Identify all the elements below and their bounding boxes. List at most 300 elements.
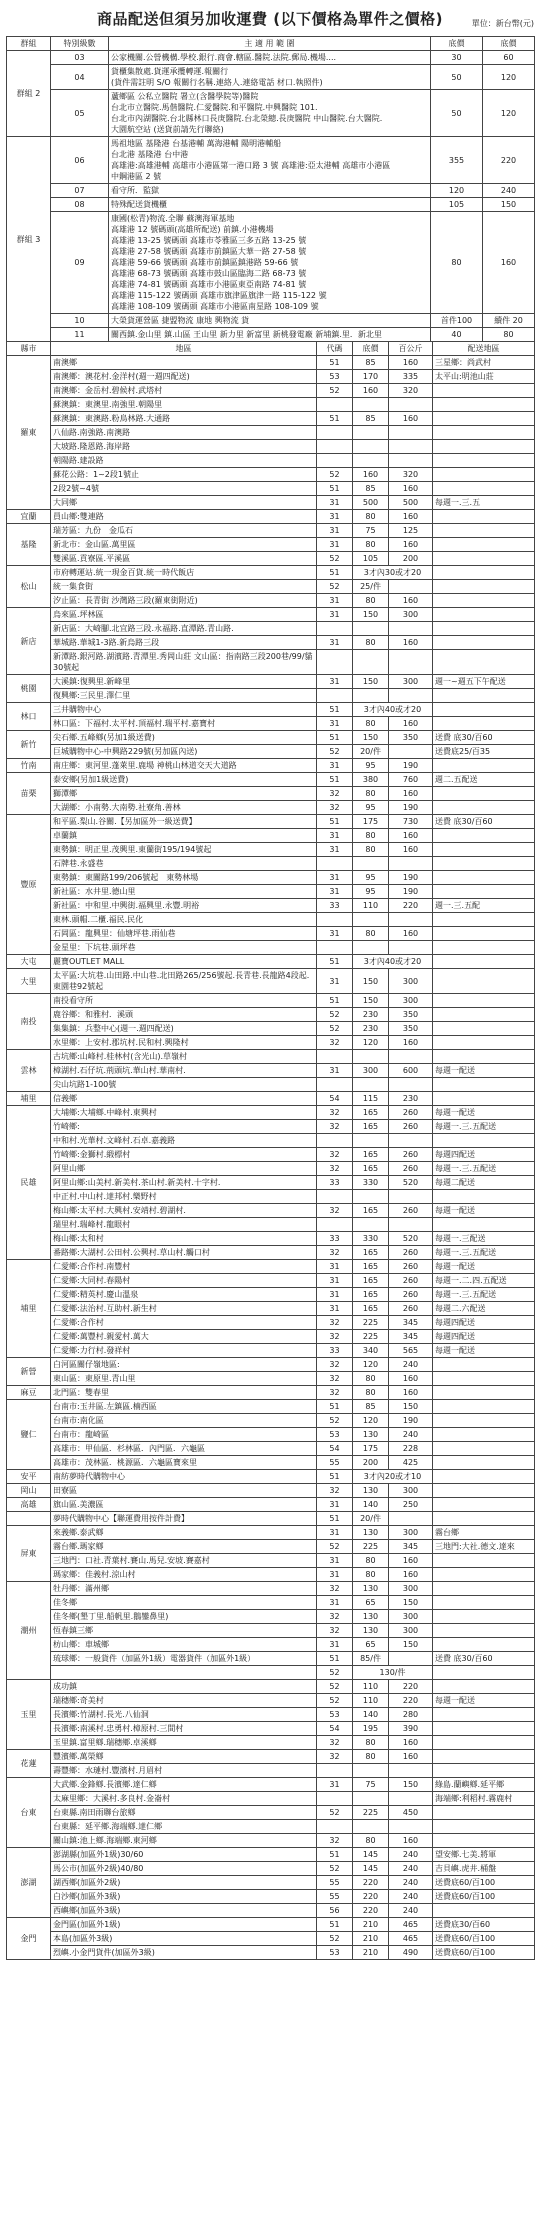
price-cell: 95 bbox=[353, 759, 389, 773]
delivery-note-cell: 每週一.二.四.五配送 bbox=[433, 1274, 535, 1288]
region-row bbox=[7, 622, 535, 636]
area-cell: 白沙鄉(加區外3級) bbox=[51, 1890, 317, 1904]
delivery-note-cell: 每週一配送 bbox=[433, 1344, 535, 1358]
city-cell: 花蓮 bbox=[7, 1750, 51, 1778]
code-cell: 32 bbox=[317, 1106, 353, 1120]
region-row bbox=[7, 1050, 535, 1064]
delivery-note-cell bbox=[433, 552, 535, 566]
price-cell: 175 bbox=[353, 1442, 389, 1456]
level-cell: 03 bbox=[51, 51, 109, 65]
per-100kg-cell: 320 bbox=[389, 384, 433, 398]
area-cell: 田寮區 bbox=[51, 1484, 317, 1498]
delivery-note-cell bbox=[433, 510, 535, 524]
per-100kg-cell bbox=[389, 1512, 433, 1526]
price-cell: 80 bbox=[353, 510, 389, 524]
area-cell: 石岡區：龍興里：仙塘坪巷.雨仙巷 bbox=[51, 927, 317, 941]
delivery-note-cell bbox=[433, 1400, 535, 1414]
region-row bbox=[7, 759, 535, 773]
city-cell: 大屯 bbox=[7, 955, 51, 969]
area-cell: 尖山坑路1-100號 bbox=[51, 1078, 317, 1092]
price-cell: 130 bbox=[353, 1624, 389, 1638]
price-cell: 225 bbox=[353, 1806, 389, 1820]
per-100kg-cell: 250 bbox=[389, 1498, 433, 1512]
base-price-cell: 續件 20 bbox=[483, 314, 535, 328]
region-row bbox=[7, 1666, 535, 1680]
price-cell: 20/件 bbox=[353, 745, 389, 759]
area-cell: 新社區：水井里.德山里 bbox=[51, 885, 317, 899]
code-cell: 52 bbox=[317, 1932, 353, 1946]
code-cell bbox=[317, 1820, 353, 1834]
price-cell: 120 bbox=[353, 1036, 389, 1050]
scope-cell bbox=[109, 328, 431, 342]
scope-line: 特殊配送貨機櫃 bbox=[111, 200, 167, 209]
price-cell: 380 bbox=[353, 773, 389, 787]
scope-cell bbox=[109, 184, 431, 198]
price-cell: 225 bbox=[353, 1316, 389, 1330]
city-cell: 新營 bbox=[7, 1358, 51, 1386]
city-cell: 宜蘭 bbox=[7, 510, 51, 524]
code-cell bbox=[317, 622, 353, 636]
region-row bbox=[7, 636, 535, 650]
scope-line: 台北港 基隆港 台中港 bbox=[111, 150, 189, 159]
region-row bbox=[7, 1386, 535, 1400]
delivery-note-cell: 海端鄉:利稻村.霧鹿村 bbox=[433, 1792, 535, 1806]
code-cell: 54 bbox=[317, 1092, 353, 1106]
city-cell bbox=[7, 1512, 51, 1526]
price-cell: 120 bbox=[353, 1414, 389, 1428]
per-100kg-cell: 160 bbox=[389, 787, 433, 801]
area-cell: 高雄市：茂林區．桃源區．六龜區寶來里 bbox=[51, 1456, 317, 1470]
code-cell: 31 bbox=[317, 1638, 353, 1652]
price-cell bbox=[353, 440, 389, 454]
level-cell: 09 bbox=[51, 212, 109, 314]
code-cell: 53 bbox=[317, 1708, 353, 1722]
area-cell: 仁愛鄉:精英村.慶山溫泉 bbox=[51, 1288, 317, 1302]
price-cell: 145 bbox=[353, 1848, 389, 1862]
surcharge-row bbox=[7, 314, 535, 328]
region-header-row bbox=[7, 342, 535, 356]
area-cell: 蘇花公路：1~2段1號止 bbox=[51, 468, 317, 482]
region-row bbox=[7, 1568, 535, 1582]
delivery-note-cell bbox=[433, 384, 535, 398]
per-100kg-cell: 260 bbox=[389, 1106, 433, 1120]
region-row bbox=[7, 1582, 535, 1596]
col-header: 特別級數 bbox=[51, 37, 109, 51]
region-row bbox=[7, 482, 535, 496]
price-cell: 165 bbox=[353, 1106, 389, 1120]
price-cell: 230 bbox=[353, 1008, 389, 1022]
region-row bbox=[7, 1190, 535, 1204]
per-100kg-cell: 160 bbox=[389, 356, 433, 370]
region-row bbox=[7, 1946, 535, 1960]
price-cell: 150 bbox=[353, 994, 389, 1008]
delivery-note-cell bbox=[433, 1036, 535, 1050]
price-cell: 110 bbox=[353, 1680, 389, 1694]
region-row bbox=[7, 1274, 535, 1288]
price-cell: 3才內40或才20 bbox=[353, 955, 433, 969]
region-row bbox=[7, 1652, 535, 1666]
region-row bbox=[7, 1554, 535, 1568]
area-cell: 尖石鄉.五峰鄉(另加1級送費) bbox=[51, 731, 317, 745]
region-row bbox=[7, 1260, 535, 1274]
region-row bbox=[7, 1330, 535, 1344]
price-cell: 85 bbox=[353, 412, 389, 426]
per-100kg-cell: 300 bbox=[389, 994, 433, 1008]
region-row bbox=[7, 829, 535, 843]
code-cell: 52 bbox=[317, 1806, 353, 1820]
region-row bbox=[7, 1442, 535, 1456]
area-cell: 太麻里鄉：大溪村.多良村.金崙村 bbox=[51, 1792, 317, 1806]
per-100kg-cell bbox=[389, 1792, 433, 1806]
scope-line: 高雄港 27-58 號碼頭 高雄市前鎮區大華一路 27-58 號 bbox=[111, 247, 307, 256]
code-cell: 31 bbox=[317, 1274, 353, 1288]
code-cell: 52 bbox=[317, 1540, 353, 1554]
base-price-cell: 50 bbox=[431, 90, 483, 137]
region-row bbox=[7, 1876, 535, 1890]
delivery-note-cell bbox=[433, 440, 535, 454]
area-cell: 蘇澳鎮：東澳路.粉鳥林路.大通路 bbox=[51, 412, 317, 426]
per-100kg-cell: 240 bbox=[389, 1862, 433, 1876]
code-cell: 32 bbox=[317, 1358, 353, 1372]
code-cell: 53 bbox=[317, 370, 353, 384]
area-cell: 烈嶼.小金門貨件(加區外3級) bbox=[51, 1946, 317, 1960]
city-cell: 松山 bbox=[7, 566, 51, 608]
region-row bbox=[7, 594, 535, 608]
area-cell: 卓蘭鎮 bbox=[51, 829, 317, 843]
price-cell: 300 bbox=[353, 1064, 389, 1078]
area-cell: 霧台鄉.瑪家鄉 bbox=[51, 1540, 317, 1554]
per-100kg-cell: 350 bbox=[389, 1022, 433, 1036]
base-price-cell: 40 bbox=[431, 328, 483, 342]
code-cell bbox=[317, 440, 353, 454]
delivery-note-cell: 太平山:明池山莊 bbox=[433, 370, 535, 384]
delivery-note-cell: 送費 底30/百60 bbox=[433, 815, 535, 829]
scope-cell bbox=[109, 212, 431, 314]
price-cell: 80 bbox=[353, 538, 389, 552]
code-cell: 31 bbox=[317, 927, 353, 941]
price-cell: 220 bbox=[353, 1890, 389, 1904]
per-100kg-cell: 300 bbox=[389, 608, 433, 622]
col-header: 地區 bbox=[51, 342, 317, 356]
city-cell: 埔里 bbox=[7, 1260, 51, 1358]
per-100kg-cell: 160 bbox=[389, 1372, 433, 1386]
region-row bbox=[7, 566, 535, 580]
per-100kg-cell: 260 bbox=[389, 1162, 433, 1176]
region-row bbox=[7, 1722, 535, 1736]
delivery-note-cell bbox=[433, 1386, 535, 1400]
region-row bbox=[7, 689, 535, 703]
area-cell: 琉球鄉：一般貨件（加區外1級）電器貨件（加區外1級） bbox=[51, 1652, 317, 1666]
area-cell: 仁愛鄉:合作村.南豐村 bbox=[51, 1260, 317, 1274]
code-cell: 51 bbox=[317, 566, 353, 580]
per-100kg-cell bbox=[389, 426, 433, 440]
price-cell: 200 bbox=[353, 1456, 389, 1470]
region-row bbox=[7, 1610, 535, 1624]
delivery-note-cell bbox=[433, 1442, 535, 1456]
code-cell: 51 bbox=[317, 955, 353, 969]
surcharge-table bbox=[6, 36, 535, 342]
code-cell: 31 bbox=[317, 1526, 353, 1540]
col-header: 配送地區 bbox=[433, 342, 535, 356]
code-cell: 32 bbox=[317, 1148, 353, 1162]
region-row bbox=[7, 1736, 535, 1750]
region-row bbox=[7, 1218, 535, 1232]
area-cell: 佳冬鄉(墾丁里.船帆里.鵝鑾鼻里) bbox=[51, 1610, 317, 1624]
region-row bbox=[7, 1036, 535, 1050]
code-cell: 52 bbox=[317, 580, 353, 594]
area-cell: 泰安鄉(另加1級送費) bbox=[51, 773, 317, 787]
area-cell: 北門區：雙春里 bbox=[51, 1386, 317, 1400]
price-cell bbox=[353, 650, 389, 675]
region-row bbox=[7, 773, 535, 787]
price-cell: 80 bbox=[353, 717, 389, 731]
delivery-note-cell bbox=[433, 1820, 535, 1834]
delivery-note-cell bbox=[433, 857, 535, 871]
base-price-cell: 120 bbox=[483, 90, 535, 137]
delivery-note-cell: 送費底60/百100 bbox=[433, 1932, 535, 1946]
per-100kg-cell: 160 bbox=[389, 843, 433, 857]
scope-line: 大園航空站 (送貨前請先行聯絡) bbox=[111, 125, 224, 134]
area-cell: 新社區：中和里.中興街.福興里.永豐.明裕 bbox=[51, 899, 317, 913]
per-100kg-cell: 260 bbox=[389, 1246, 433, 1260]
level-cell: 07 bbox=[51, 184, 109, 198]
delivery-note-cell bbox=[433, 482, 535, 496]
area-cell: 金星里：下坑巷.頭坪巷 bbox=[51, 941, 317, 955]
area-cell: 馬公市(加區外2級)40/80 bbox=[51, 1862, 317, 1876]
area-cell: 台南市：龍崎區 bbox=[51, 1428, 317, 1442]
code-cell: 31 bbox=[317, 871, 353, 885]
header bbox=[0, 2, 540, 36]
per-100kg-cell bbox=[389, 580, 433, 594]
base-price-cell: 220 bbox=[483, 137, 535, 184]
per-100kg-cell: 260 bbox=[389, 1120, 433, 1134]
delivery-note-cell: 送費底30/百60 bbox=[433, 1918, 535, 1932]
per-100kg-cell: 500 bbox=[389, 496, 433, 510]
col-header: 底價 bbox=[483, 37, 535, 51]
area-cell: 高雄市：甲仙區．杉林區．內門區．六龜區 bbox=[51, 1442, 317, 1456]
price-cell: 210 bbox=[353, 1918, 389, 1932]
area-cell: 南澳鄉：澳花村.金洋村(週一週四配送) bbox=[51, 370, 317, 384]
code-cell: 53 bbox=[317, 1946, 353, 1960]
price-cell: 220 bbox=[353, 1904, 389, 1918]
price-cell bbox=[353, 454, 389, 468]
code-cell: 31 bbox=[317, 675, 353, 689]
area-cell: 八仙路.南強路.南澳路 bbox=[51, 426, 317, 440]
code-cell: 56 bbox=[317, 1904, 353, 1918]
delivery-note-cell bbox=[433, 1554, 535, 1568]
region-row bbox=[7, 1148, 535, 1162]
scope-cell bbox=[109, 90, 431, 137]
level-cell: 05 bbox=[51, 90, 109, 137]
area-cell: 統一集食街 bbox=[51, 580, 317, 594]
per-100kg-cell bbox=[389, 941, 433, 955]
scope-line: 高雄港 115-122 號碼頭 高雄市旗津區旗津一路 115-122 號 bbox=[111, 291, 327, 300]
delivery-note-cell: 每週二.六配送 bbox=[433, 1302, 535, 1316]
region-row bbox=[7, 1316, 535, 1330]
region-row bbox=[7, 941, 535, 955]
delivery-note-cell bbox=[433, 1428, 535, 1442]
delivery-note-cell: 每週一配送 bbox=[433, 1204, 535, 1218]
code-cell: 51 bbox=[317, 994, 353, 1008]
page-title: 商品配送但須另加收運費 (以下價格為單件之價格) bbox=[97, 10, 443, 28]
delivery-note-cell bbox=[433, 1050, 535, 1064]
code-cell: 51 bbox=[317, 1918, 353, 1932]
price-cell: 80 bbox=[353, 1372, 389, 1386]
region-row bbox=[7, 1064, 535, 1078]
region-row bbox=[7, 1428, 535, 1442]
area-cell: 本島(加區外3級) bbox=[51, 1932, 317, 1946]
price-cell: 25/件 bbox=[353, 580, 389, 594]
region-row bbox=[7, 1456, 535, 1470]
area-cell: 新潭路.銀河路.湖濱路.青潭里.秀岡山莊 文山區：指南路三段200巷/99/貓30號起 bbox=[51, 650, 317, 675]
code-cell: 31 bbox=[317, 608, 353, 622]
area-cell: 新店區：大崎腳.北宜路三段.永福路.直潭路.青山路. bbox=[51, 622, 317, 636]
area-cell: 南庄鄉：東河里.蓬萊里.鹿場 神桃山林道交天大道路 bbox=[51, 759, 317, 773]
delivery-note-cell bbox=[433, 885, 535, 899]
price-cell: 120 bbox=[353, 1358, 389, 1372]
price-cell: 65 bbox=[353, 1596, 389, 1610]
code-cell: 52 bbox=[317, 1022, 353, 1036]
price-cell: 20/件 bbox=[353, 1512, 389, 1526]
price-cell: 80 bbox=[353, 636, 389, 650]
delivery-note-cell bbox=[433, 538, 535, 552]
delivery-note-cell: 每週一配送 bbox=[433, 1106, 535, 1120]
price-cell: 80 bbox=[353, 1750, 389, 1764]
region-row bbox=[7, 994, 535, 1008]
code-cell: 52 bbox=[317, 468, 353, 482]
code-cell: 51 bbox=[317, 1470, 353, 1484]
per-100kg-cell: 345 bbox=[389, 1316, 433, 1330]
price-cell bbox=[353, 1190, 389, 1204]
delivery-note-cell bbox=[433, 801, 535, 815]
delivery-note-cell: 送費底25/百35 bbox=[433, 745, 535, 759]
base-price-cell: 120 bbox=[431, 184, 483, 198]
price-cell bbox=[353, 857, 389, 871]
area-cell: 新北市：金山區.萬里區 bbox=[51, 538, 317, 552]
area-cell: 仁愛鄉:法治村.互助村.新生村 bbox=[51, 1302, 317, 1316]
delivery-note-cell bbox=[433, 398, 535, 412]
price-cell: 130 bbox=[353, 1582, 389, 1596]
price-cell: 210 bbox=[353, 1946, 389, 1960]
region-row bbox=[7, 1512, 535, 1526]
code-cell: 31 bbox=[317, 524, 353, 538]
base-price-cell: 80 bbox=[431, 212, 483, 314]
area-cell: 中正村.中山村.達邦村.樂野村 bbox=[51, 1190, 317, 1204]
city-cell: 鹽仁 bbox=[7, 1400, 51, 1470]
code-cell: 52 bbox=[317, 745, 353, 759]
scope-line: 高雄港 59-66 號碼頭 高雄市前鎮區鎮港路 59-66 號 bbox=[111, 258, 299, 267]
price-cell: 150 bbox=[353, 969, 389, 994]
price-cell: 3才內20或才10 bbox=[353, 1470, 433, 1484]
price-cell: 140 bbox=[353, 1498, 389, 1512]
price-cell: 225 bbox=[353, 1330, 389, 1344]
surcharge-row bbox=[7, 212, 535, 314]
price-cell: 80 bbox=[353, 1834, 389, 1848]
delivery-note-cell bbox=[433, 1218, 535, 1232]
scope-line: 中鋼港區 2 號 bbox=[111, 172, 162, 181]
area-cell: 仁愛鄉:合作村 bbox=[51, 1316, 317, 1330]
delivery-note-cell bbox=[433, 969, 535, 994]
region-row bbox=[7, 524, 535, 538]
col-header: 底價 bbox=[353, 342, 389, 356]
price-cell: 115 bbox=[353, 1092, 389, 1106]
region-row bbox=[7, 580, 535, 594]
base-price-cell: 240 bbox=[483, 184, 535, 198]
price-cell: 3才內30或才20 bbox=[353, 566, 433, 580]
code-cell: 52 bbox=[317, 1414, 353, 1428]
per-100kg-cell: 240 bbox=[389, 1890, 433, 1904]
per-100kg-cell: 160 bbox=[389, 1386, 433, 1400]
delivery-note-cell bbox=[433, 703, 535, 717]
region-row bbox=[7, 955, 535, 969]
area-cell: 仁愛鄉:大同村.春陽村 bbox=[51, 1274, 317, 1288]
scope-line: 台北市立醫院.馬偕醫院.仁愛醫院.和平醫院.中興醫院 101. bbox=[111, 103, 318, 112]
delivery-note-cell: 三星鄉：尚武村 bbox=[433, 356, 535, 370]
col-header: 群組 bbox=[7, 37, 51, 51]
price-cell: 165 bbox=[353, 1204, 389, 1218]
area-cell: 南紡夢時代購物中心 bbox=[51, 1470, 317, 1484]
per-100kg-cell: 730 bbox=[389, 815, 433, 829]
region-row bbox=[7, 426, 535, 440]
delivery-note-cell bbox=[433, 1708, 535, 1722]
scope-line: 公家機關.公營機構.學校.銀行.商會.轄區.醫院.法院.郵局.機場.... bbox=[111, 53, 337, 62]
region-row bbox=[7, 496, 535, 510]
price-cell bbox=[353, 1764, 389, 1778]
area-cell: 豐濱鄉.萬榮鄉 bbox=[51, 1750, 317, 1764]
delivery-note-cell bbox=[433, 955, 535, 969]
area-cell: 三井購物中心 bbox=[51, 703, 317, 717]
delivery-note-cell: 每週一配送 bbox=[433, 1064, 535, 1078]
delivery-note-cell: 霧台鄉 bbox=[433, 1526, 535, 1540]
delivery-note-cell bbox=[433, 580, 535, 594]
per-100kg-cell: 160 bbox=[389, 1736, 433, 1750]
price-cell: 195 bbox=[353, 1722, 389, 1736]
area-cell: 麗寶OUTLET MALL bbox=[51, 955, 317, 969]
per-100kg-cell: 300 bbox=[389, 1610, 433, 1624]
scope-line: 台北市內湖醫院.台北縣林口長庚醫院.台北榮總.長庚醫院 中山醫院.台大醫院. bbox=[111, 114, 383, 123]
region-row bbox=[7, 1904, 535, 1918]
city-cell: 金門 bbox=[7, 1918, 51, 1960]
per-100kg-cell: 125 bbox=[389, 524, 433, 538]
scope-line: 高雄港 68-73 號碼頭 高雄市鼓山區臨海二路 68-73 號 bbox=[111, 269, 307, 278]
region-row bbox=[7, 1778, 535, 1792]
per-100kg-cell bbox=[389, 1134, 433, 1148]
per-100kg-cell: 335 bbox=[389, 370, 433, 384]
code-cell: 33 bbox=[317, 1232, 353, 1246]
region-row bbox=[7, 1176, 535, 1190]
scope-line: 關西鎮.金山里 鎮.山區 王山里 新力里 新富里 新桃發電廠 新埔鎮.里．新北里 bbox=[111, 330, 382, 339]
delivery-note-cell bbox=[433, 759, 535, 773]
delivery-note-cell bbox=[433, 1736, 535, 1750]
per-100kg-cell: 160 bbox=[389, 594, 433, 608]
price-cell bbox=[353, 1050, 389, 1064]
region-row bbox=[7, 1498, 535, 1512]
city-cell: 岡山 bbox=[7, 1484, 51, 1498]
price-cell bbox=[353, 1078, 389, 1092]
per-100kg-cell: 465 bbox=[389, 1918, 433, 1932]
region-row bbox=[7, 1120, 535, 1134]
area-cell: 佳冬鄉 bbox=[51, 1596, 317, 1610]
region-row bbox=[7, 1302, 535, 1316]
per-100kg-cell: 160 bbox=[389, 1554, 433, 1568]
area-cell: 金門區(加區外1級) bbox=[51, 1918, 317, 1932]
area-cell: 華城路.華城1-3路.新烏路三段 bbox=[51, 636, 317, 650]
scope-line: 高雄港 12 號碼頭(高雄所配送) 前鎮.小港機場 bbox=[111, 225, 274, 234]
scope-line: 大榮貨運營區 捷盟物流 康地 興物流 貨 bbox=[111, 316, 250, 325]
city-cell: 潮州 bbox=[7, 1582, 51, 1680]
per-100kg-cell: 565 bbox=[389, 1344, 433, 1358]
region-row bbox=[7, 1022, 535, 1036]
